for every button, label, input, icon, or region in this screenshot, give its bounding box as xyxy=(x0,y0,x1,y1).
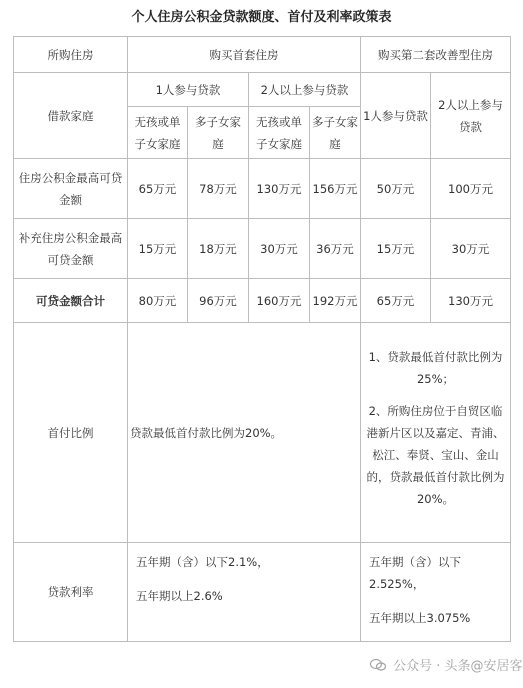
borrower-header: 借款家庭 xyxy=(14,73,128,159)
row-label: 住房公积金最高可贷金额 xyxy=(14,159,128,219)
table-cell: 78万元 xyxy=(188,159,249,219)
second-two-plus-header: 2人以上参与贷款 xyxy=(431,73,511,159)
first-home-header: 购买首套住房 xyxy=(128,37,361,73)
table-cell: 30万元 xyxy=(431,219,511,279)
table-cell: 65万元 xyxy=(128,159,188,219)
one-person-header: 1人参与贷款 xyxy=(128,73,249,107)
page-title: 个人住房公积金贷款额度、首付及利率政策表 xyxy=(131,10,392,25)
table-cell: 130万元 xyxy=(249,159,310,219)
rate-first-long: 五年期以上2.6% xyxy=(136,589,223,603)
row-label: 补充住房公积金最高可贷金额 xyxy=(14,219,128,279)
table-cell: 50万元 xyxy=(361,159,431,219)
second-home-header: 购买第二套改善型住房 xyxy=(361,37,511,73)
down-payment-first: 贷款最低首付款比例为20%。 xyxy=(128,323,361,543)
table-cell: 130万元 xyxy=(431,279,511,323)
policy-table xyxy=(13,36,511,642)
rate-second-short: 五年期（含）以下2.525%， xyxy=(369,555,461,591)
watermark xyxy=(370,655,523,676)
table-cell: 15万元 xyxy=(128,219,188,279)
purchase-header: 所购住房 xyxy=(14,37,128,73)
table-cell: 18万元 xyxy=(188,219,249,279)
table-cell: 156万元 xyxy=(310,159,361,219)
table-cell: 15万元 xyxy=(361,219,431,279)
table-cell: 80万元 xyxy=(128,279,188,323)
table-cell: 65万元 xyxy=(361,279,431,323)
down-payment-label: 首付比例 xyxy=(14,323,128,543)
down-payment-rule-1: 1、贷款最低首付款比例为25%； xyxy=(368,349,503,386)
table-cell: 96万元 xyxy=(188,279,249,323)
down-payment-rule-2: 2、所购住房位于自贸区临港新片区以及嘉定、青浦、松江、奉贤、宝山、金山的，贷款最低首付款比例为20%。 xyxy=(366,403,505,506)
table-cell: 36万元 xyxy=(310,219,361,279)
row-label-total: 可贷金额合计 xyxy=(14,279,128,323)
table-cell: 160万元 xyxy=(249,279,310,323)
wechat-icon xyxy=(370,658,386,676)
rate-first xyxy=(128,543,361,642)
down-payment-second xyxy=(361,323,511,543)
rate-first-short: 五年期（含）以下2.1%， xyxy=(136,555,269,569)
rate-label: 贷款利率 xyxy=(14,543,128,642)
two-plus-header: 2人以上参与贷款 xyxy=(249,73,361,107)
second-one-person-header: 1人参与贷款 xyxy=(361,73,431,159)
table-cell: 100万元 xyxy=(431,159,511,219)
table-cell: 30万元 xyxy=(249,219,310,279)
watermark-text: 公众号 · 头条@安居客 xyxy=(393,659,523,674)
rate-second-long: 五年期以上3.075% xyxy=(369,611,471,625)
multi-child-header-2: 多子女家庭 xyxy=(310,107,361,159)
no-child-header-2: 无孩或单子女家庭 xyxy=(249,107,310,159)
table-cell: 192万元 xyxy=(310,279,361,323)
rate-second xyxy=(361,543,511,642)
no-child-header-1: 无孩或单子女家庭 xyxy=(128,107,188,159)
multi-child-header-1: 多子女家庭 xyxy=(188,107,249,159)
